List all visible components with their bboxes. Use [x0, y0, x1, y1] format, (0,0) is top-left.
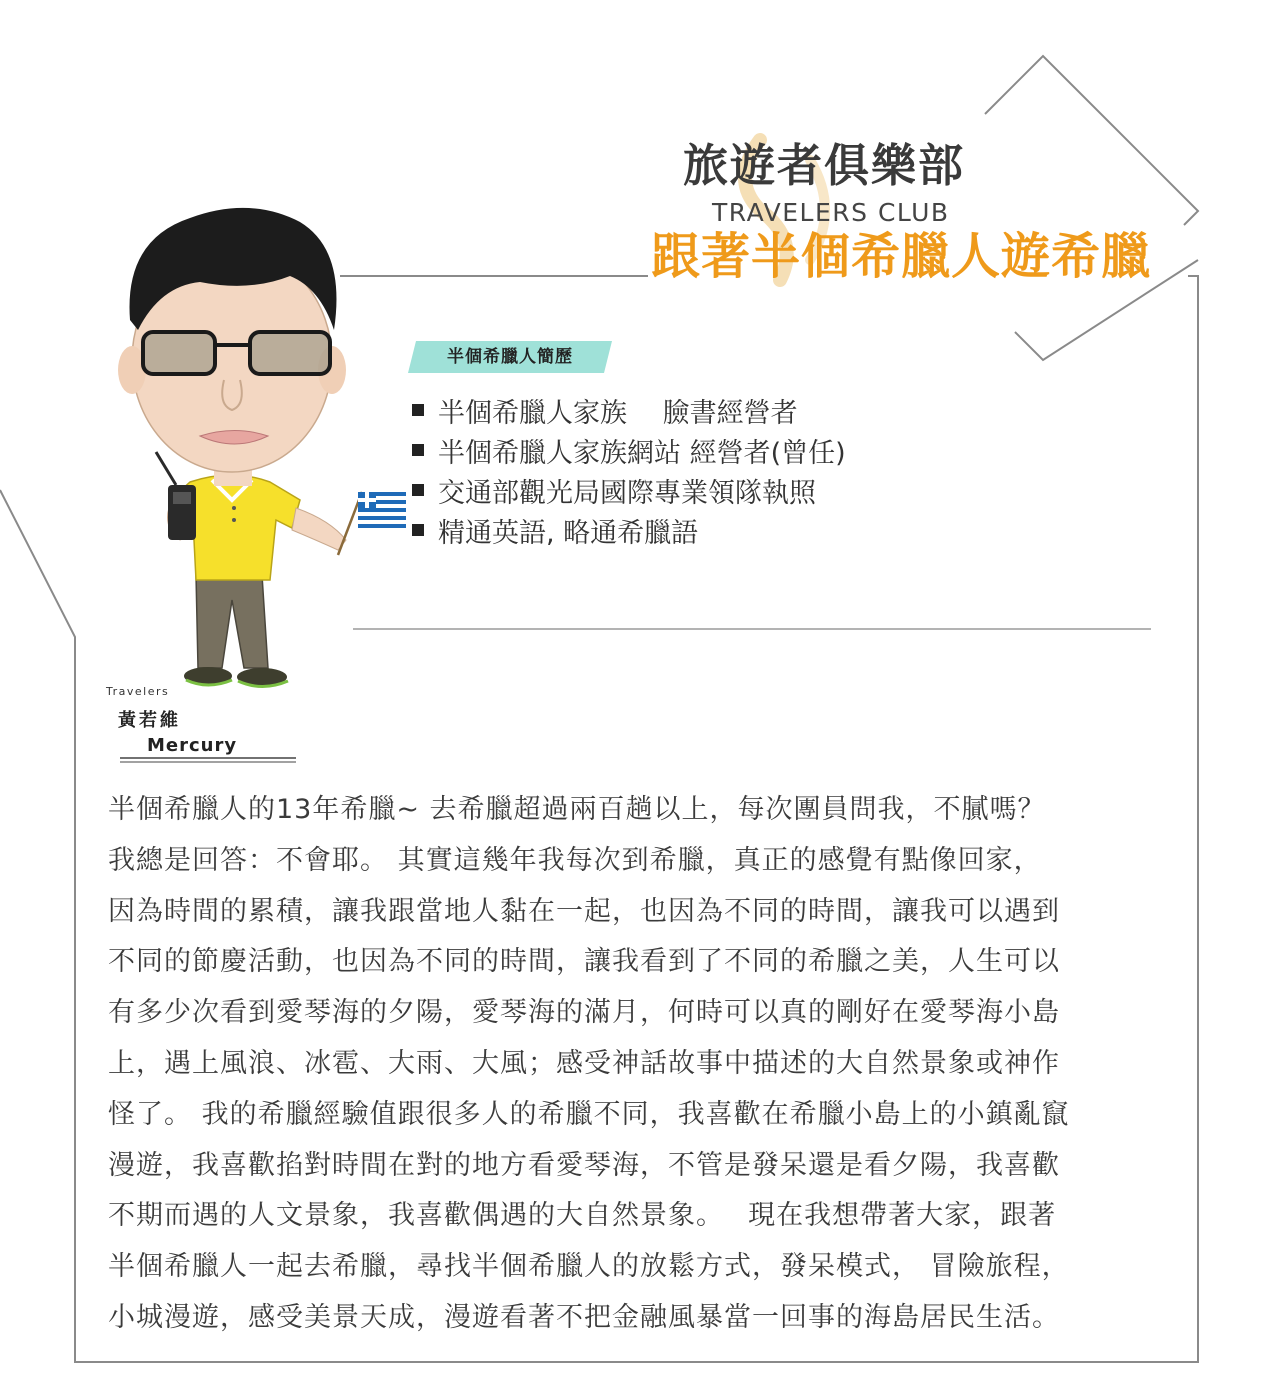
credential-list: [408, 390, 846, 550]
greek-flag-icon: [358, 492, 406, 528]
article-line: 漫遊，我喜歡掐對時間在對的地方看愛琴海，不管是發呆還是看夕陽，我喜歡: [108, 1149, 1060, 1181]
credential-text: 半個希臘人家族網站 經營者(曾任): [438, 437, 846, 469]
article-line: 怪了。 我的希臘經驗值跟很多人的希臘不同，我喜歡在希臘小島上的小鎮亂竄: [108, 1098, 1070, 1130]
credential-text: 半個希臘人家族 臉書經營者: [438, 397, 798, 429]
travelers-tag: Travelers: [106, 685, 170, 698]
author-english-name: Mercury: [147, 735, 238, 756]
square-bullet-icon: [412, 404, 424, 416]
article-line: 半個希臘人一起去希臘，尋找半個希臘人的放鬆方式，發呆模式， 冒險旅程，: [108, 1251, 1070, 1283]
article-line: 因為時間的累積，讓我跟當地人黏在一起，也因為不同的時間，讓我可以遇到: [108, 895, 1060, 927]
article-line: 上，遇上風浪、冰雹、大雨、大風；感受神話故事中描述的大自然景象或神作: [108, 1047, 1060, 1079]
credential-item: [408, 510, 846, 550]
profile-tag: 半個希臘人簡歷: [447, 347, 573, 367]
credential-item: [408, 470, 846, 510]
club-title: 旅遊者俱樂部: [683, 139, 966, 192]
square-bullet-icon: [412, 444, 424, 456]
article-line: 有多少次看到愛琴海的夕陽，愛琴海的滿月，何時可以真的剛好在愛琴海小島: [108, 997, 1060, 1029]
credential-text: 交通部觀光局國際專業領隊執照: [438, 477, 816, 509]
diamond-outline-top: [985, 56, 1198, 225]
square-bullet-icon: [412, 484, 424, 496]
article-body: [108, 785, 1178, 1344]
author-name: 黃若維: [118, 710, 181, 731]
author-illustration: [118, 208, 406, 687]
article-line: 我總是回答：不會耶。 其實這幾年我每次到希臘，真正的感覺有點像回家，: [108, 844, 1042, 876]
column-title: 跟著半個希臘人遊希臘: [651, 228, 1152, 285]
credential-text: 精通英語, 略通希臘語: [438, 517, 699, 549]
article-line: 不同的節慶活動，也因為不同的時間，讓我看到了不同的希臘之美，人生可以: [108, 946, 1060, 978]
credential-item: [408, 430, 846, 470]
article-line: 半個希臘人的13年希臘~ 去希臘超過兩百趟以上，每次團員問我，不膩嗎？: [108, 794, 1046, 825]
club-subtitle: TRAVELERS CLUB: [712, 198, 950, 227]
credential-item: [408, 390, 846, 430]
square-bullet-icon: [412, 524, 424, 536]
article-line: 不期而遇的人文景象，我喜歡偶遇的大自然景象。 現在我想帶著大家，跟著: [108, 1200, 1057, 1232]
article-line: 小城漫遊，感受美景天成，漫遊看著不把金融風暴當一回事的海島居民生活。: [108, 1301, 1060, 1333]
